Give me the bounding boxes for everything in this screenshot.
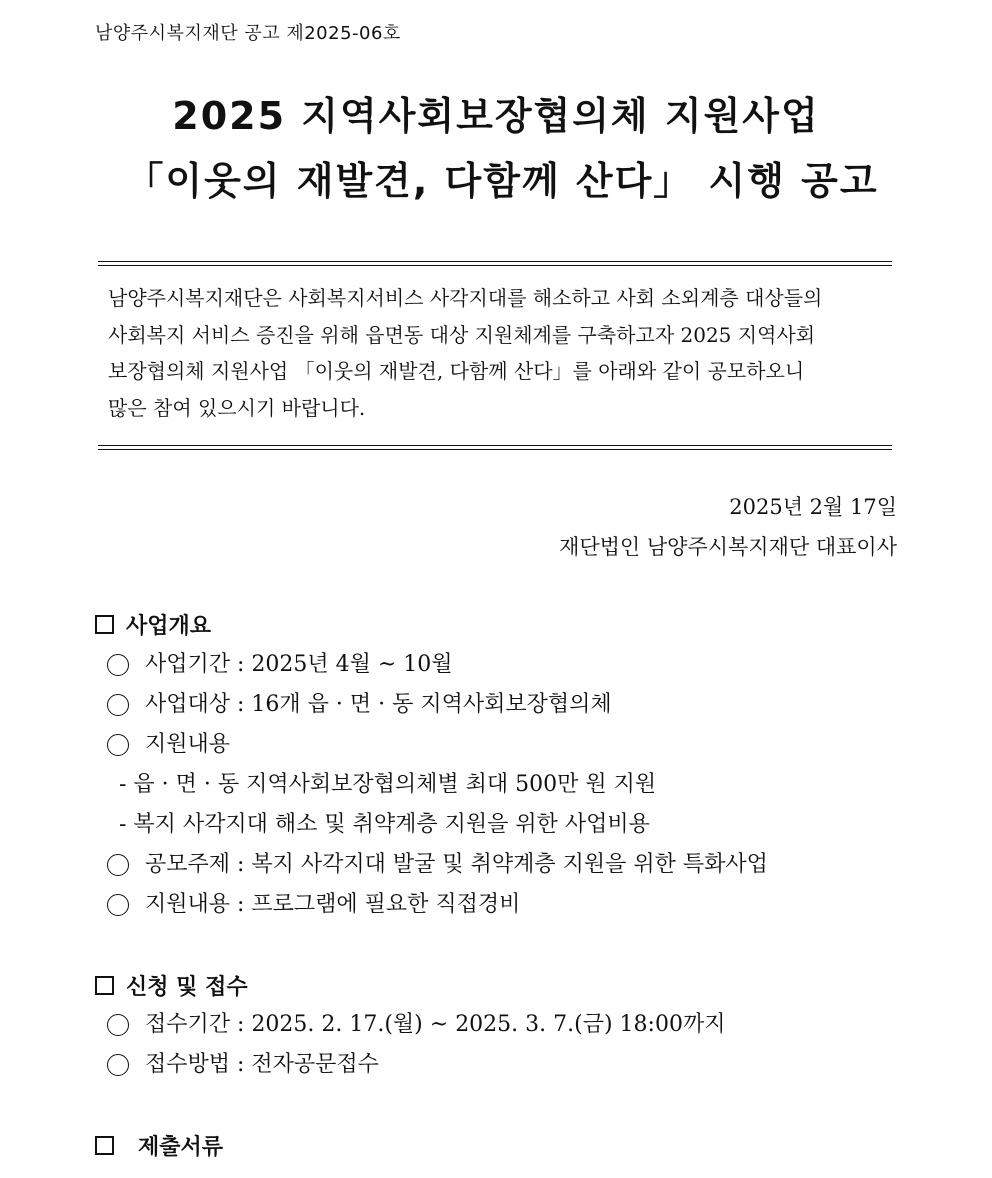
intro-bottom-divider xyxy=(98,445,892,450)
issuer: 재단법인 남양주시복지재단 대표이사 xyxy=(559,535,897,559)
intro-line: 보장협의체 지원사업 「이웃의 재발견, 다함께 산다」를 아래와 같이 공모하오니 xyxy=(108,359,805,383)
notice-date: 2025년 2월 17일 xyxy=(729,495,897,519)
intro-line: 남양주시복지재단은 사회복지서비스 사각지대를 해소하고 사회 소외계층 대상들의 xyxy=(108,286,823,310)
circle-bullet-icon xyxy=(107,854,129,876)
list-item xyxy=(107,1005,725,1045)
list-item xyxy=(107,725,768,765)
section-heading-label: 사업개요 xyxy=(126,614,212,639)
item-text: 사업기간 : 2025년 4월 ~ 10월 xyxy=(145,652,453,677)
list-item xyxy=(107,845,768,885)
sub-list-item: - 읍 · 면 · 동 지역사회보장협의체별 최대 500만 원 지원 xyxy=(119,772,657,797)
notice-number: 남양주시복지재단 공고 제2025-06호 xyxy=(95,23,401,44)
list-item xyxy=(107,885,768,925)
circle-bullet-icon xyxy=(107,654,129,676)
section-heading-application xyxy=(95,970,248,1001)
item-text: 지원내용 xyxy=(145,732,231,757)
circle-bullet-icon xyxy=(107,734,129,756)
date-issuer-block xyxy=(559,487,897,567)
item-text: 사업대상 : 16개 읍 · 면 · 동 지역사회보장협의체 xyxy=(145,692,612,717)
intro-line: 사회복지 서비스 증진을 위해 읍면동 대상 지원체계를 구축하고자 2025 지역사회 xyxy=(108,322,816,347)
application-items xyxy=(107,1005,725,1085)
intro-line: 많은 참여 있으시기 바랍니다. xyxy=(108,395,366,420)
item-text: 접수기간 : 2025. 2. 17.(월) ~ 2025. 3. 7.(금) 18:00까지 xyxy=(145,1012,726,1037)
item-text: 공모주제 : 복지 사각지대 발굴 및 취약계층 지원을 위한 특화사업 xyxy=(145,852,768,877)
intro-paragraph xyxy=(108,280,888,426)
sub-list-item: - 복지 사각지대 해소 및 취약계층 지원을 위한 사업비용 xyxy=(119,812,650,837)
list-item xyxy=(107,645,768,685)
circle-bullet-icon xyxy=(107,694,129,716)
overview-items xyxy=(107,645,768,925)
item-text: 접수방법 : 전자공문접수 xyxy=(145,1052,379,1077)
page-title-line1: 2025 지역사회보장협의체 지원사업 xyxy=(172,94,820,138)
list-item xyxy=(107,1045,725,1085)
section-heading-label: 제출서류 xyxy=(138,1135,224,1160)
circle-bullet-icon xyxy=(107,1054,129,1076)
section-heading-label: 신청 및 접수 xyxy=(126,975,248,1000)
section-heading-documents xyxy=(95,1130,223,1161)
intro-top-divider xyxy=(98,261,892,266)
list-item xyxy=(107,685,768,725)
item-text: 지원내용 : 프로그램에 필요한 직접경비 xyxy=(145,892,521,917)
circle-bullet-icon xyxy=(107,1014,129,1036)
section-heading-overview xyxy=(95,609,211,640)
square-bullet-icon xyxy=(95,615,114,634)
square-bullet-icon xyxy=(95,1136,114,1155)
page-title-line2: 「이웃의 재발견, 다함께 산다」 시행 공고 xyxy=(125,159,879,203)
square-bullet-icon xyxy=(95,976,114,995)
circle-bullet-icon xyxy=(107,894,129,916)
